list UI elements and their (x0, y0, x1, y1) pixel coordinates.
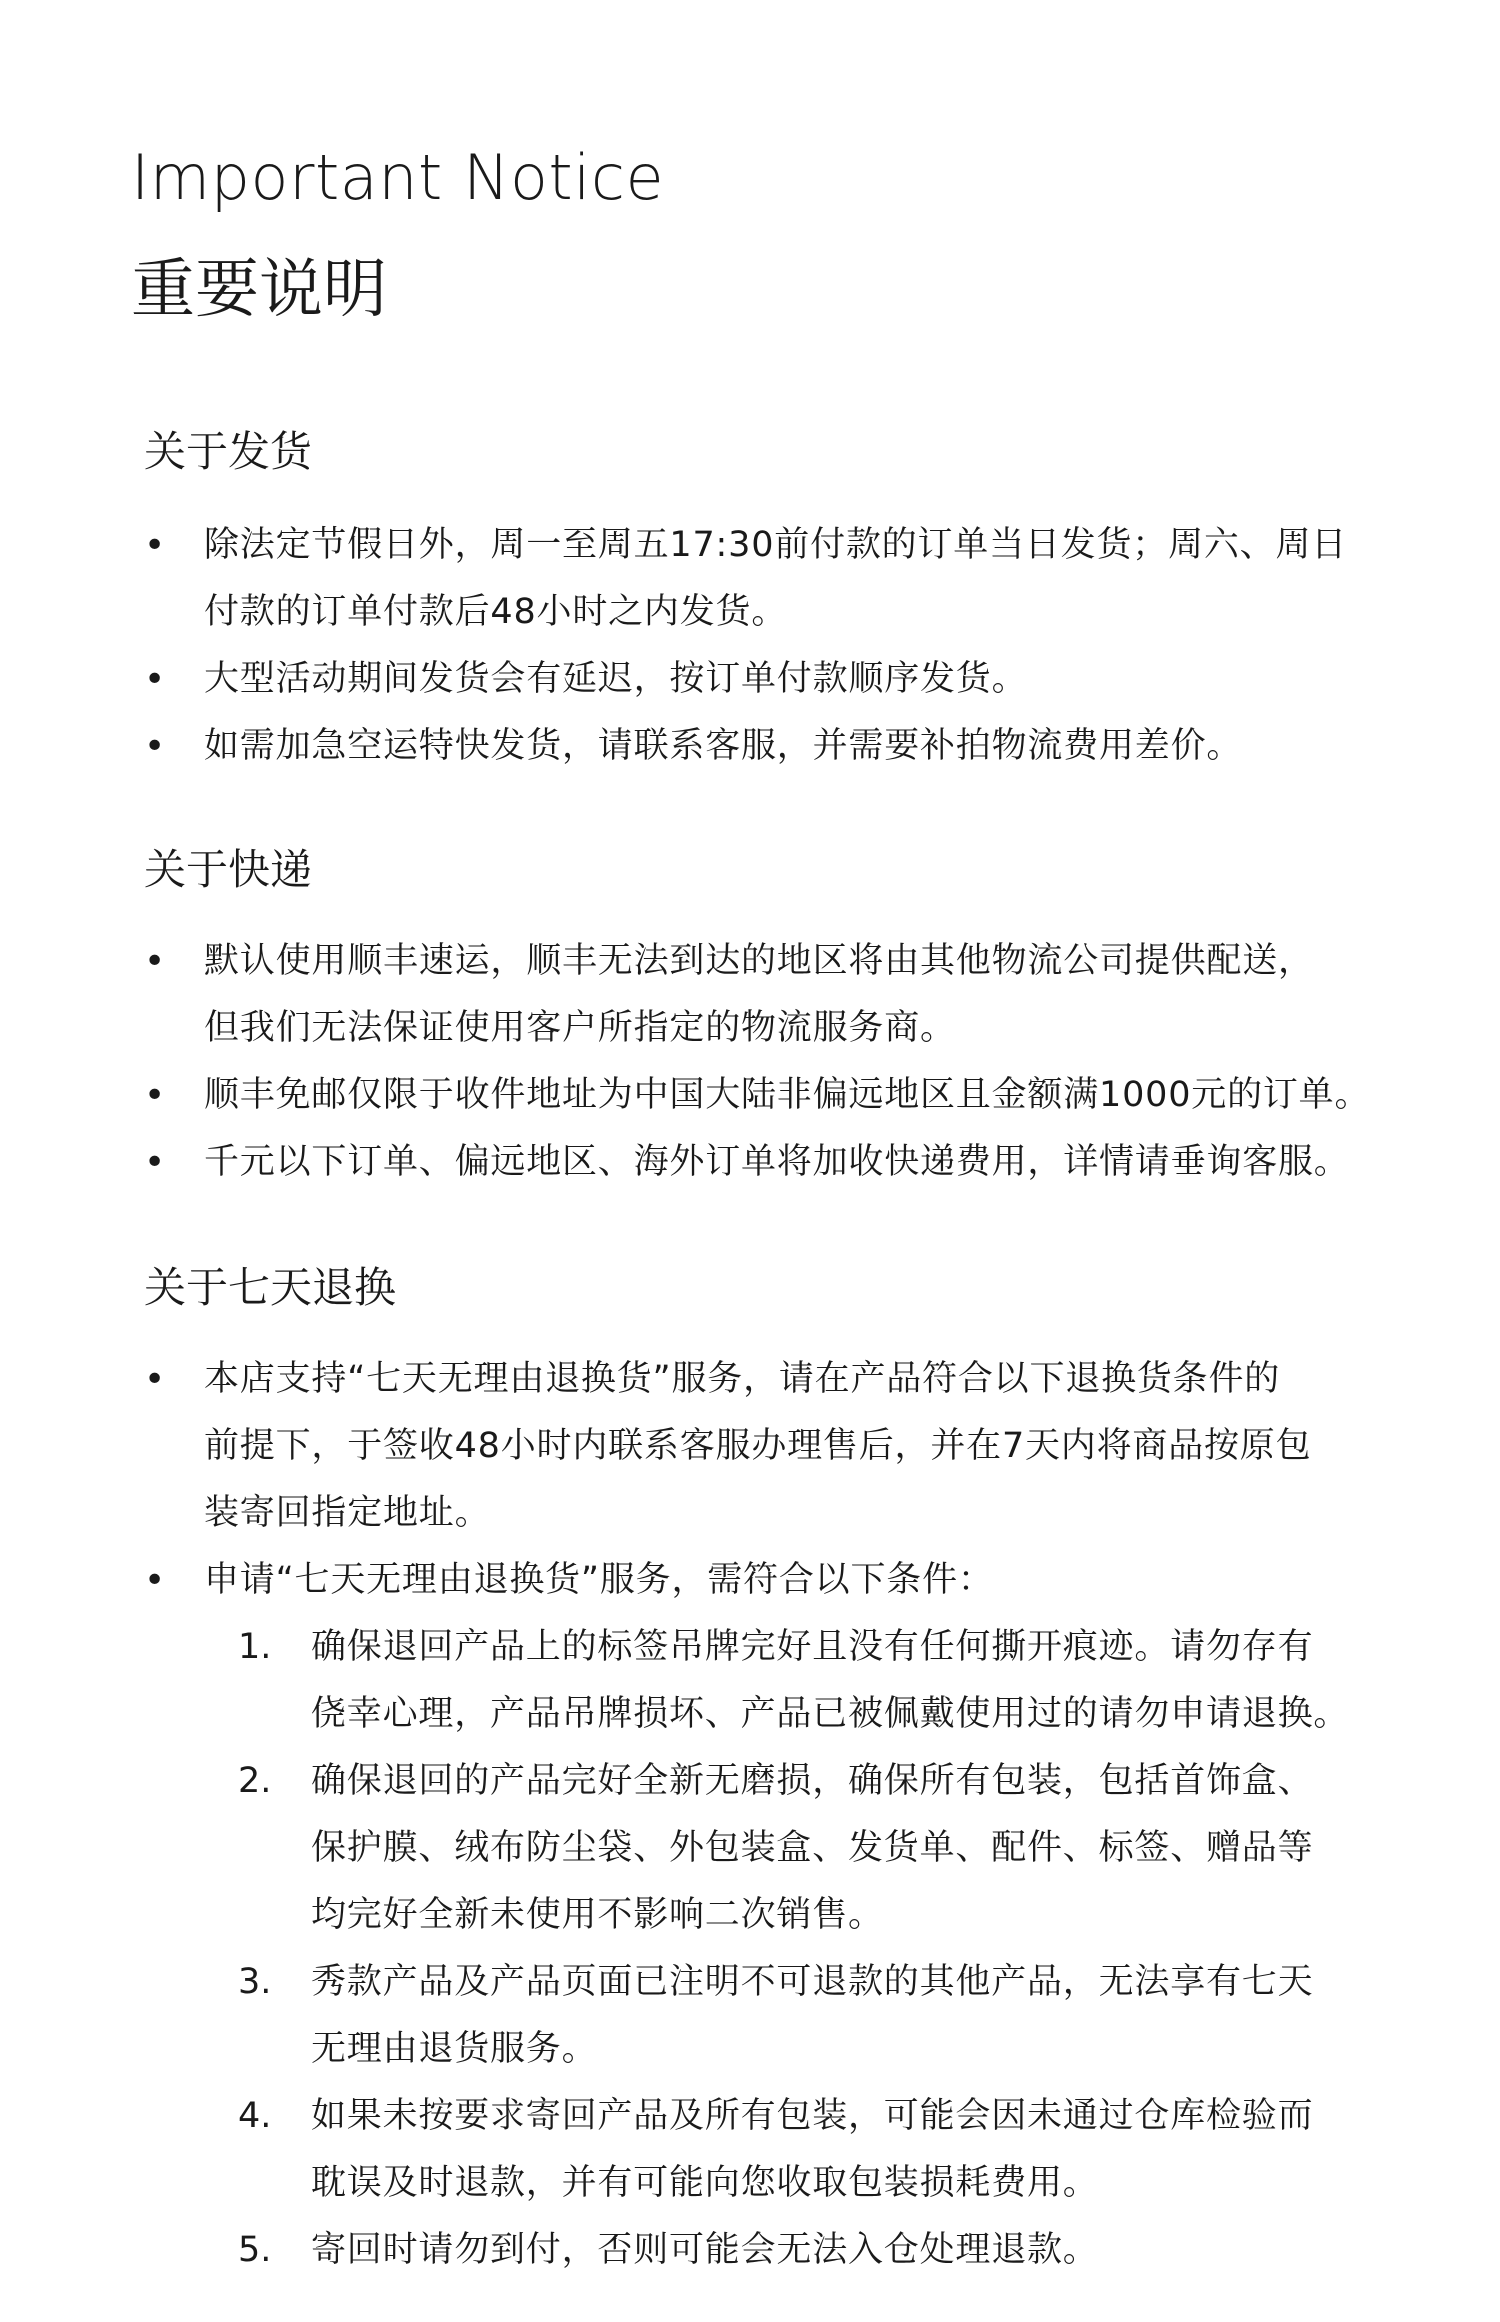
condition-text: 确保退回产品上的标签吊牌完好且没有任何撕开痕迹。请勿存有 (311, 1627, 1314, 1667)
bullet-icon: • (144, 1359, 166, 1400)
list-item-text: 大型活动期间发货会有延迟，按订单付款顺序发货。 (204, 659, 1028, 699)
bullet-icon: • (144, 525, 166, 566)
condition-text: 侥幸心理，产品吊牌损坏、产品已被佩戴使用过的请勿申请退换。 (311, 1694, 1350, 1734)
section-heading: 关于发货 (144, 427, 313, 476)
section-heading: 关于七天退换 (144, 1263, 397, 1312)
list-item-text: 除法定节假日外，周一至周五17:30前付款的订单当日发货；周六、周日 (204, 525, 1348, 565)
list-item-text: 装寄回指定地址。 (204, 1493, 491, 1533)
bullet-icon: • (144, 1560, 166, 1601)
condition-number: 5. (238, 2230, 272, 2270)
list-item-text: 付款的订单付款后48小时之内发货。 (204, 592, 788, 632)
list-item-text: 顺丰免邮仅限于收件地址为中国大陆非偏远地区且金额满1000元的订单。 (204, 1075, 1371, 1115)
condition-text: 均完好全新未使用不影响二次销售。 (311, 1895, 884, 1935)
condition-number: 3. (238, 1962, 272, 2002)
page-title-zh: 重要说明 (131, 253, 387, 327)
bullet-icon: • (144, 941, 166, 982)
section-heading: 关于快递 (144, 845, 313, 894)
condition-text: 秀款产品及产品页面已注明不可退款的其他产品，无法享有七天 (311, 1962, 1314, 2002)
list-item-text: 本店支持“七天无理由退换货”服务，请在产品符合以下退换货条件的 (204, 1359, 1281, 1399)
bullet-icon: • (144, 659, 166, 700)
condition-text: 确保退回的产品完好全新无磨损，确保所有包装，包括首饰盒、 (311, 1761, 1314, 1801)
condition-text: 无理由退货服务。 (311, 2029, 598, 2069)
bullet-icon: • (144, 1075, 166, 1116)
list-item-text: 申请“七天无理由退换货”服务，需符合以下条件： (204, 1560, 994, 1600)
condition-number: 2. (238, 1761, 272, 1801)
condition-text: 寄回时请勿到付，否则可能会无法入仓处理退款。 (311, 2230, 1099, 2270)
condition-text: 耽误及时退款，并有可能向您收取包装损耗费用。 (311, 2163, 1099, 2203)
condition-number: 1. (238, 1627, 272, 1667)
bullet-icon: • (144, 726, 166, 767)
list-item-text: 前提下，于签收48小时内联系客服办理售后，并在7天内将商品按原包 (204, 1426, 1312, 1466)
condition-text: 如果未按要求寄回产品及所有包装，可能会因未通过仓库检验而 (311, 2096, 1314, 2136)
bullet-icon: • (144, 1142, 166, 1183)
condition-number: 4. (238, 2096, 272, 2136)
list-item-text: 千元以下订单、偏远地区、海外订单将加收快递费用，详情请垂询客服。 (204, 1142, 1350, 1182)
condition-text: 保护膜、绒布防尘袋、外包装盒、发货单、配件、标签、赠品等 (311, 1828, 1314, 1868)
list-item-text: 默认使用顺丰速运，顺丰无法到达的地区将由其他物流公司提供配送， (204, 941, 1314, 981)
list-item-text: 但我们无法保证使用客户所指定的物流服务商。 (204, 1008, 956, 1048)
page-title-en: Important Notice (131, 141, 665, 214)
list-item-text: 如需加急空运特快发货，请联系客服，并需要补拍物流费用差价。 (204, 726, 1243, 766)
